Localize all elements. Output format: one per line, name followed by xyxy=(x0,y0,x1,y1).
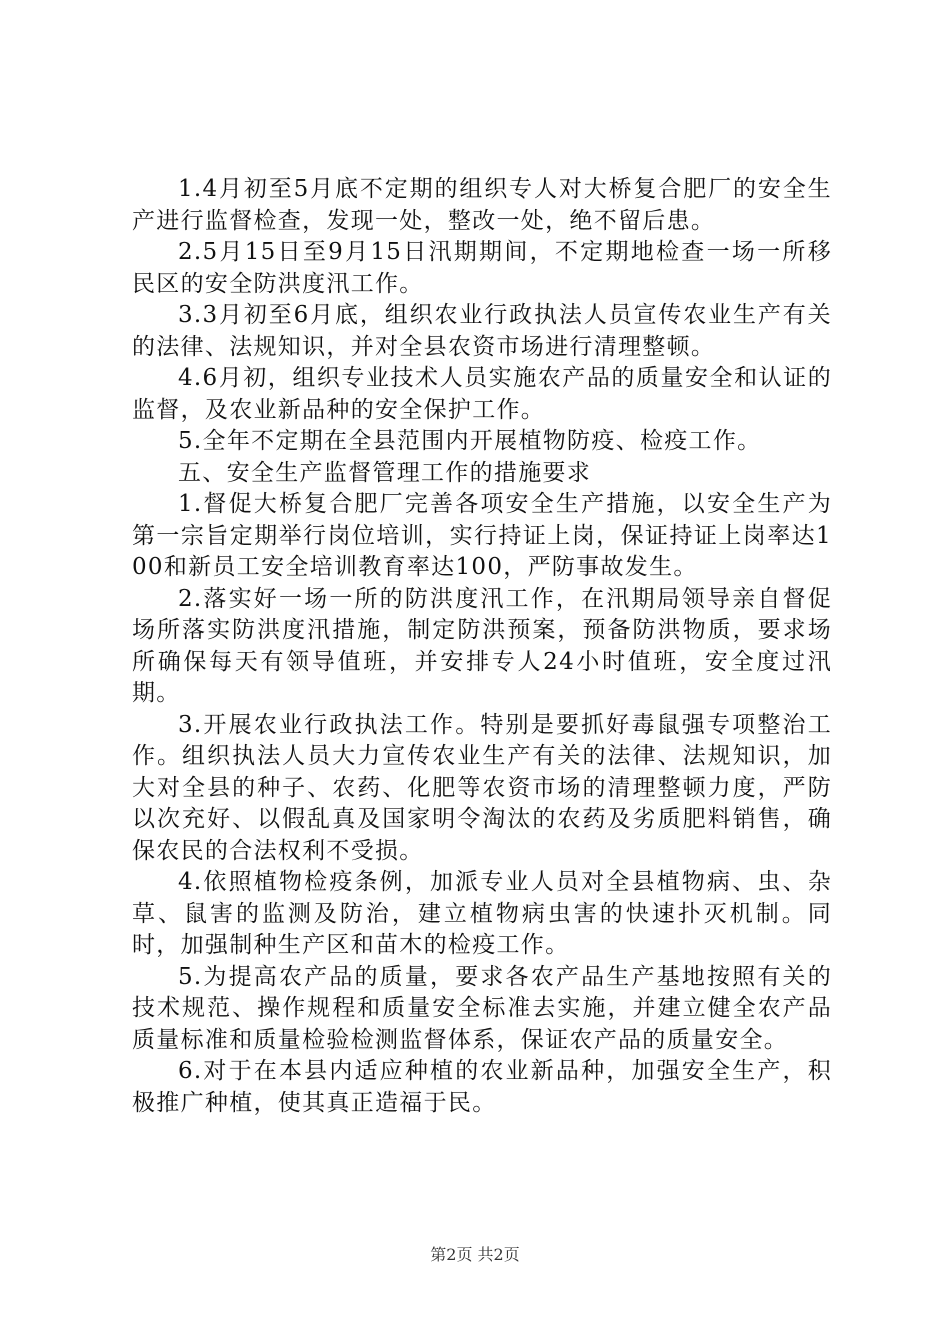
paragraph-task-3: 3.3月初至6月底，组织农业行政执法人员宣传农业生产有关的法律、法规知识，并对全县农资市场进行清理整顿。 xyxy=(132,302,832,360)
paragraph-measure-6: 6.对于在本县内适应种植的农业新品种，加强安全生产，积极推广种植，使其真正造福于民。 xyxy=(132,1058,832,1116)
paragraph-measure-2: 2.落实好一场一所的防洪度汛工作，在汛期局领导亲自督促场所落实防洪度汛措施，制定防洪预案，预备防洪物质，要求场所确保每天有领导值班，并安排专人24小时值班，安全度过汛期。 xyxy=(132,585,832,706)
document-body xyxy=(132,174,832,1119)
paragraph-measure-5: 5.为提高农产品的质量，要求各农产品生产基地按照有关的技术规范、操作规程和质量安全标准去实施，并建立健全农产品质量标准和质量检验检测监督体系，保证农产品的质量安全。 xyxy=(132,963,832,1053)
page-number-footer: 第2页 共2页 xyxy=(430,1245,520,1264)
paragraph-measure-4: 4.依照植物检疫条例，加派专业人员对全县植物病、虫、杂草、鼠害的监测及防治，建立植物病虫害的快速扑灭机制。同时，加强制种生产区和苗木的检疫工作。 xyxy=(132,869,832,958)
paragraph-measure-3: 3.开展农业行政执法工作。特别是要抓好毒鼠强专项整治工作。组织执法人员大力宣传农业生产有关的法律、法规知识，加大对全县的种子、农药、化肥等农资市场的清理整顿力度，严防以次充好、以假乱真及国家明令淘汰的农药及劣质肥料销售，确保农民的合法权利不受损。 xyxy=(132,711,832,864)
paragraph-task-2: 2.5月15日至9月15日汛期期间，不定期地检查一场一所移民区的安全防洪度汛工作。 xyxy=(132,239,832,297)
paragraph-measure-1: 1.督促大桥复合肥厂完善各项安全生产措施，以安全生产为第一宗旨定期举行岗位培训，实行持证上岗，保证持证上岗率达100和新员工安全培训教育率达100，严防事故发生。 xyxy=(132,491,832,580)
section-heading-5: 五、安全生产监督管理工作的措施要求 xyxy=(178,459,592,486)
paragraph-task-4: 4.6月初，组织专业技术人员实施农产品的质量安全和认证的监督，及农业新品种的安全保护工作。 xyxy=(132,365,832,423)
paragraph-task-1: 1.4月初至5月底不定期的组织专人对大桥复合肥厂的安全生产进行监督检查，发现一处，整改一处，绝不留后患。 xyxy=(132,176,832,234)
paragraph-task-5: 5.全年不定期在全县范围内开展植物防疫、检疫工作。 xyxy=(178,428,762,454)
